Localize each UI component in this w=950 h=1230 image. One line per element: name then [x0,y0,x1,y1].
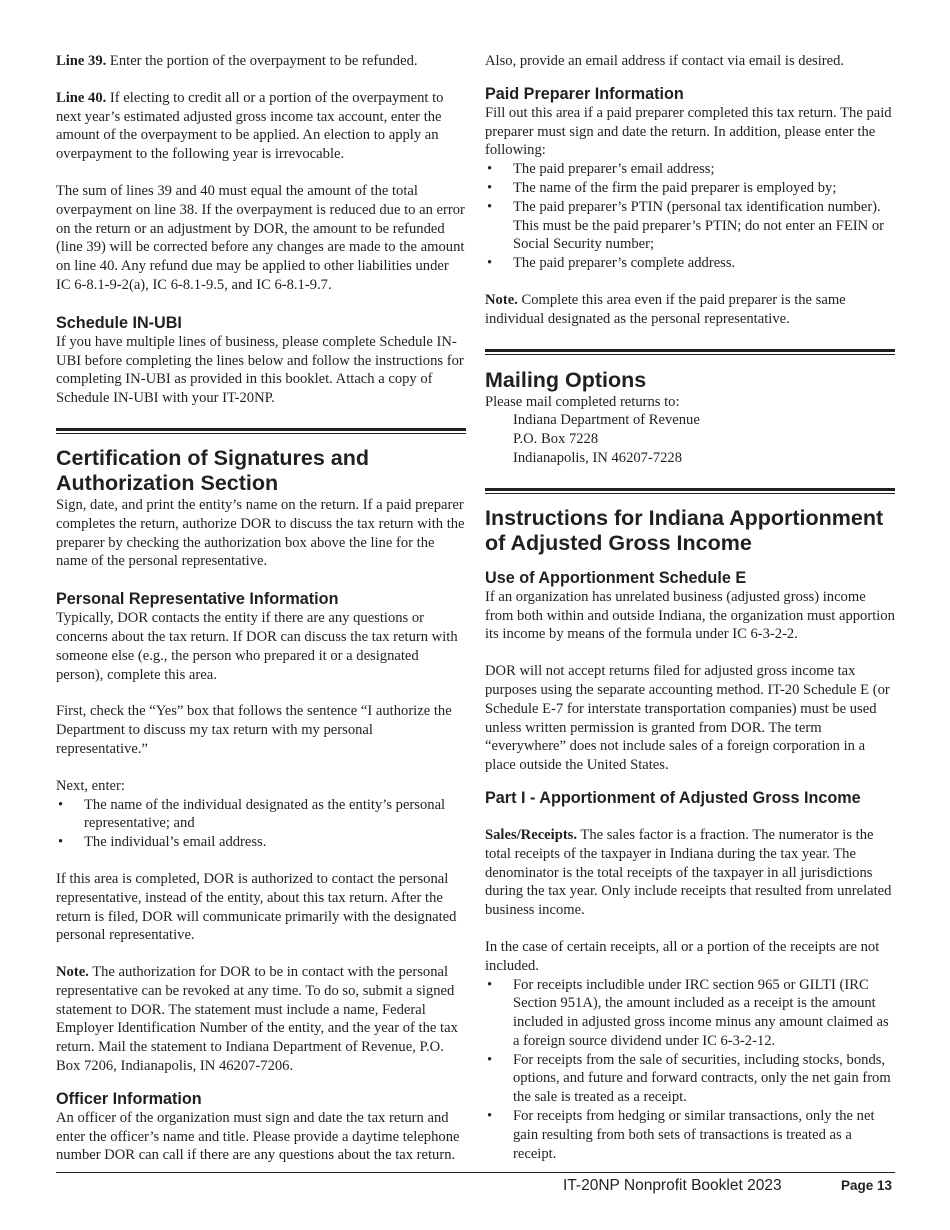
schedule-in-ubi-paragraph: If you have multiple lines of business, please complete Schedule IN-UBI before completing the lines below and follow the instructions for completing IN-UBI as provided in this booklet. Attach a copy of Schedule IN-UBI with your IT-20NP. [56,333,464,407]
list-item: • The paid preparer’s email address; [485,160,895,179]
schedule-in-ubi-heading: Schedule IN-UBI [56,313,182,332]
receipts-paragraph: In the case of certain receipts, all or a portion of the receipts are not included. [485,938,880,974]
mailing-address [485,411,895,467]
officer-information-heading: Officer Information [56,1089,202,1108]
sum-lines-paragraph: The sum of lines 39 and 40 must equal the amount of the total overpayment on line 38. If the overpayment is reduced due to an error on the return or an adjustment by DOR, the amount to be refunded (line 39) will be corrected before any changes are made to the amount on line 40. Any refund due may be applied to other liabilities under IC 6-8.1-9-2(a), IC 6-8.1-9.5, and IC 6-8.1-9.7. [56,182,465,293]
mailing-intro: Please mail completed returns to: [485,393,680,410]
email-paragraph: Also, provide an email address if contact via email is desired. [485,53,845,69]
paid-preparer-list [485,160,895,273]
list-item: • For receipts includible under IRC section 965 or GILTI (IRC Section 951A), the amount included as a receipt is the amount included in adjusted gross income minus any amount claimed as a foreign source dividend under IC 6-3-2-12. [485,976,895,1051]
schedule-e-heading: Use of Apportionment Schedule E [485,568,747,587]
schedule-e-paragraph-2: DOR will not accept returns filed for adjusted gross income tax purposes using the separate accounting method. IT-20 Schedule E (or Schedule E-7 for interstate transportation companies) must be used unless written permission is granted from DOR. The term “everywhere” does not include sales of a foreign corporation in a place outside the United States. [485,663,890,774]
footer-page-number: Page 13 [841,1178,893,1193]
footer-booklet-title: IT-20NP Nonprofit Booklet 2023 [563,1177,782,1194]
address-line: Indianapolis, IN 46207-7228 [513,449,683,466]
paid-preparer-paragraph: Fill out this area if a paid preparer completed this tax return. The paid preparer must sign and date the return. In addition, please enter the following: [485,104,892,159]
mailing-options-heading: Mailing Options [485,367,647,392]
personal-representative-paragraph-3: If this area is completed, DOR is authorized to contact the personal representative, instead of the entity, about this tax return. After the return is filed, DOR will communicate primarily with the designated personal representative. [56,870,457,944]
line40-paragraph: Line 40. If electing to credit all or a portion of the overpayment to next year’s estimated adjusted gross income tax account, enter the amount of the overpayment to be applied. An election to apply an overpayment to the following year is irrevocable. [56,89,444,163]
list-item: • The individual’s email address. [56,833,466,852]
paid-preparer-heading: Paid Preparer Information [485,84,684,103]
receipts-list-last [485,1107,895,1163]
receipts-list [485,976,895,1108]
certification-heading: Certification of Signatures and Authorization Section [56,445,369,495]
line39-paragraph: Line 39. Enter the portion of the overpayment to be refunded. [56,53,418,69]
sales-receipts-paragraph: Sales/Receipts. The sales factor is a fraction. The numerator is the total receipts of the taxpayer in Indiana during the tax year. The denominator is the total receipts of the taxpayer in all jurisdictions during the tax year. Only include receipts that resulted from unrelated business income. [485,826,892,919]
officer-information-paragraph: An officer of the organization must sign and date the tax return and enter the officer’s name and title. Please provide a daytime telephone number DOR can call if there are any questions about the tax return. [56,1109,460,1164]
list-item: • For receipts from hedging or similar transactions, only the net gain resulting from both sets of transactions is treated as a receipt. [485,1107,895,1163]
next-enter-text: Next, enter: [56,777,125,794]
personal-representative-list [56,796,466,852]
apportionment-heading: Instructions for Indiana Apportionment of Adjusted Gross Income [485,505,884,555]
paid-preparer-note: Note. Complete this area even if the paid preparer is the same individual designated as the personal representative. [485,291,846,327]
list-item: • The paid preparer’s PTIN (personal tax identification number). This must be the paid preparer’s PTIN; do not enter an FEIN or Social Security number; [485,198,895,254]
part-1-heading: Part I - Apportionment of Adjusted Gross Income [485,788,861,807]
revocation-note: Note. The authorization for DOR to be in contact with the personal representative can be revoked at any time. To do so, submit a signed statement to DOR. The statement must include a name, Federal Employer Identification Number of the entity, and the year of the tax return. Mail the statement to Indiana Department of Revenue, P.O. Box 7206, Indianapolis, IN 46207-7206. [56,964,458,1075]
personal-representative-paragraph-2: First, check the “Yes” box that follows the sentence “I authorize the Department to discuss my tax return with my personal representative.” [56,703,452,757]
address-line: P.O. Box 7228 [513,431,599,448]
personal-representative-heading: Personal Representative Information [56,590,339,609]
right-column [485,52,895,1163]
left-column [56,52,466,1165]
footer-divider [56,1172,895,1173]
list-item: • For receipts from the sale of securities, including stocks, bonds, options, and future and forward contracts, only the net gain from the sale is treated as a receipt. [485,1051,895,1107]
schedule-e-paragraph-1: If an organization has unrelated business (adjusted gross) income from both within and outside Indiana, the organization must apportion its income by means of the formula under IC 6-3-2-2. [485,588,895,643]
personal-representative-paragraph-1: Typically, DOR contacts the entity if there are any questions or concerns about the tax return. If DOR can discuss the tax return with someone else (e.g., the person who prepared it or a designated person), complete this area. [56,610,458,683]
certification-paragraph: Sign, date, and print the entity’s name on the return. If a paid preparer completes the return, authorize DOR to discuss the tax return with the preparer by checking the authorization box above the line for the name of the personal representative. [56,496,465,570]
list-item: • The name of the individual designated as the entity’s personal representative; and [56,796,466,834]
list-item: • The name of the firm the paid preparer is employed by; [485,179,895,198]
address-line: Indiana Department of Revenue [513,412,700,429]
list-item: • The paid preparer’s complete address. [485,254,895,273]
